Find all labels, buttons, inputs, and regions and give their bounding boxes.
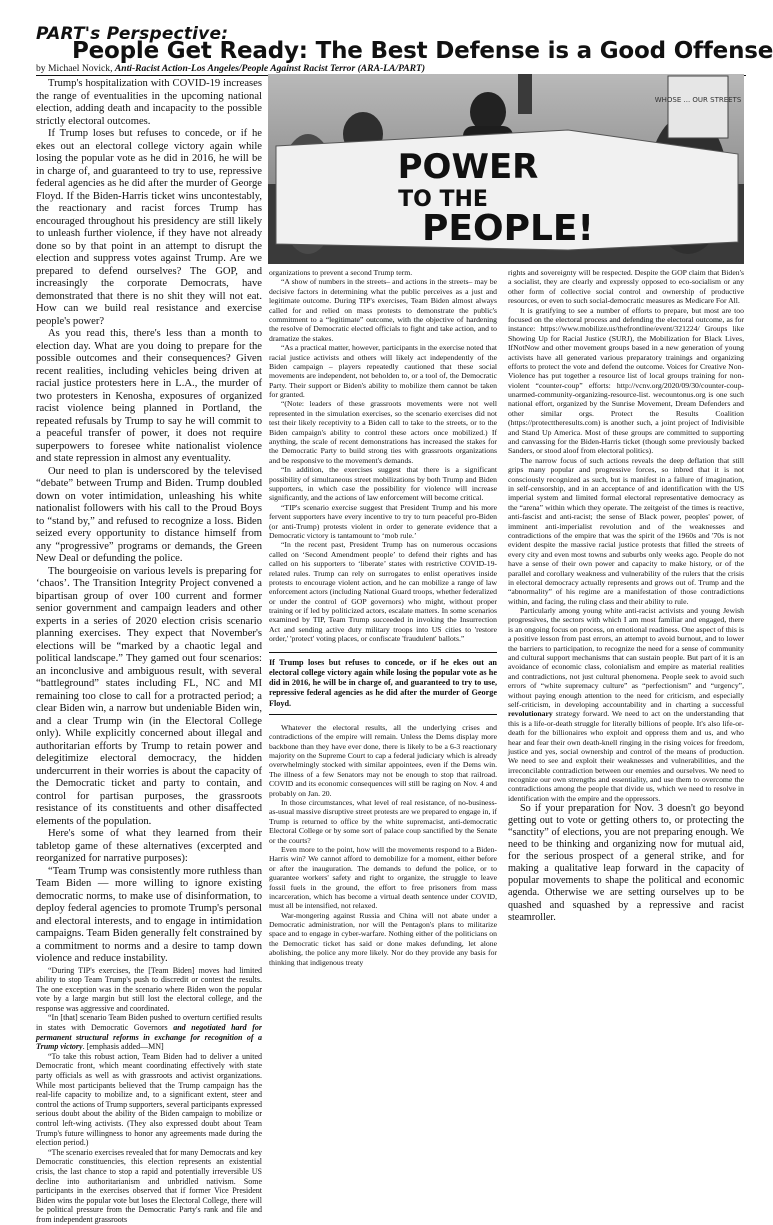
- paragraph: If Trump loses but refuses to concede, or if he ekes out an electoral college victory again while losing the popular vote as he did in 2016, he will be in charge of, and guaranteed to try to use, repressive federal agencies as he did after the murder of George Floyd. If the Biden-Harris ticket wins uncontestably, the reactionary and racist forces Trump has encouraged throughout his presidency are still likely to unleash further violence, if they have not already done so by that point in an attempt to disrupt the election and suppress votes against Trump. Are we prepared to defend ourselves? The GOP, and increasingly the corporate Democrats, have demonstrated that there is no shit they will not eat. How can we build real resistance and exercise people's power?: [36, 128, 262, 327]
- paragraph: It is gratifying to see a number of efforts to prepare, but most are too focused on the electoral process and defending the electoral outcome, as for instance: https://www.mobilize.us/thefrontline/event/321224/ Groups like Showing Up for Racial Justice (SURJ), the Mobilization for Black Lives, IfNotNow and other movement groups based in a new generation of young activists have all generated various preparatory trainings and organizing efforts to protect the vote and defend the outcome. Voices for Creative Non-Violence has put together a resource list of local groups training for non-violent “counter-coup” efforts: http://vcnv.org/2020/09/30/counter-coup-unarmed-community-organizing-resource-list. wecountonus.org is one such national effort, organized by the Sunrise Movement, Dream Defenders and other similar orgs. Protect the Results Coalition (https://protecttheresults.com) is another such, a joint project of Indivisible and Stand Up America. Most of these groups are committed to supporting and canvassing for the Biden-Harris ticket (though some previously backed Sanders, or stood aloof from electoral politics).: [508, 305, 744, 456]
- paragraph: “Team Trump was consistently more ruthless than Team Biden — more willing to ignore existing democratic norms, to make use of disinformation, to deploy federal agencies to promote Trump's personal and electoral interests, and to engage in intimidation campaigns. Team Biden generally felt constrained by a commitment to norms and a desire to tamp down violence and reduce instability.: [36, 865, 262, 964]
- article-column-2: [269, 268, 497, 1016]
- paragraph: Here's some of what they learned from their tabletop game of these alternatives (excerpted and reorganized for narrative purposes):: [36, 828, 262, 864]
- paragraph: Our need to plan is underscored by the televised “debate” between Trump and Biden. Trump doubled down on voter intimidation, unleashing his white nationalist followers with his call to the Proud Boys to “stand by,” and refused to recognize a loss. Biden seized every opportunity to distance himself from any “progressive” programs or demands, the Green New Deal or defunding the police.: [36, 465, 262, 564]
- paragraph: “TIP's scenario exercise suggest that President Trump and his more fervent supporters have every incentive to try to turn peaceful pro-Biden (or anti-Trump) protests violent in order to generate evidence that a Democratic victory is tantamount to ‘mob rule.’: [269, 502, 497, 540]
- paragraph: organizations to prevent a second Trump term.: [269, 268, 413, 277]
- protest-photo-art: [268, 74, 744, 264]
- paragraph: “As a practical matter, however, participants in the exercise noted that racial justice activists and others will likely act independently of the Biden campaign – players repeatedly cautioned that these social movements are independent, not beholden to, or a tool of, the Democratic Party. Their support or Biden's ability to mobilize them cannot be taken for granted.: [269, 343, 497, 400]
- paragraph: As you read this, there's less than a month to election day. What are you doing to prepare for the possible outcomes and their consequences? Given recent realities, including vehicles being driven at racial justice protesters here in L.A., the murder of two protesters in Kenosha, exposures of organized racist violence being planned in Portland, the repeated refusals by Trump to say he will commit to a peaceful transfer of power, it does not require superpowers to foresee white nationalist violence and state repression in almost any eventuality.: [36, 328, 262, 464]
- paragraph: The narrow focus of such actions reveals the deep deflation that still grips many popular and progressive forces, so inbred that it is not consciously recognized as such, but is manifest in a failure of imagination, in self-censorship, and in an acceptance of and identification with the US imperial system and limited formal electoral representative democracy as the “arena” within which they operate. The zeitgeist of the times is reactive, anti-fascist and anti-racist; the sense of Black power, peoples' power, of imminent anti-imperialist revolution and of the weaknesses and contradictions of the empire that was the spirit of the 1960s and '70s is not evident despite the massive racial justice protests that filled the streets of every city and even most towns and suburbs only weeks ago. People do not have a sense of their own power and capacity to make history, or of the parallel and corollary weakness and vulnerability of the rulers that the crisis in electoral democracy actually represents and grows out of. Trump and the “abnormality” of his regime are a manifestation of those contradictions within, and facing, the ruling class and their ability to rule.: [508, 455, 744, 606]
- paragraph: The bourgeoisie on various levels is preparing for ‘chaos’. The Transition Integrity Project convened a bipartisan group of over 100 current and former senior government and campaign leaders and other experts in a series of 2020 election crisis scenario planning exercises. They expect that November's elections will be “marked by a chaotic legal and political landscape.” They gamed out four scenarios: an inconclusive and ambiguous result, with several “battleground” states including FL, NC and MI remaining too close to call for a protracted period; a clear Biden win, a narrow but undeniable Biden win, and a clear Trump win (in the Electoral College only). While explicitly concerned about illegal and authoritarian efforts by Trump to retain power and delegitimize electoral democracy, the hidden undercurrent in their worries is about the capacity of the Democratic ticket and party to contain, and control for partisan purposes, the grassroots resistance of its constituents and other disaffected elements of the population.: [36, 565, 262, 827]
- closing-paragraph: So if your preparation for Nov. 3 doesn't go beyond getting out to vote or getting others to, or protecting the “sanctity” of elections, you are not preparing enough. We need to be thinking and organizing now for mutual aid, for the serious prospect of a general strike, and for making a qualitative leap forward in the capacity of popular movements to shape the political and economic agenda. Otherwise we are setting ourselves up to be quashed and squashed by a repressive and racist steamroller.: [508, 803, 744, 923]
- quote-paragraph: [36, 1013, 262, 1051]
- emphasized-text: and negotiated hard for permanent structural reforms in exchange for recognition of a Trump victory: [36, 1023, 262, 1052]
- quote-paragraph: “During TIP's exercises, the [Team Biden] moves had limited ability to stop Team Trump's push to discredit or contest the results. The one exception was in the scenario where Biden won the popular vote by a large margin but still lost the electoral college, and the response was aggressive and coordinated.: [36, 965, 262, 1013]
- banner-line-2: TO THE: [398, 187, 488, 212]
- quote-text: . [emphasis added—MN]: [82, 1042, 164, 1052]
- paragraph: In those circumstances, what level of real resistance, of no-business-as-usual massive disruptive street protests are we prepared to engage in, if Trump is returned to office by the white supremacist, anti-democratic Electoral College or by some sort of palace coup sanctified by the Senate or the courts?: [269, 798, 497, 845]
- paragraph: “In addition, the exercises suggest that there is a significant possibility of simultaneous street mobilizations by both Trump and Biden supporters, in which case the possibility for violence will increase significantly, and the actions of law enforcement will become critical.: [269, 465, 497, 503]
- quote-text: “In [that] scenario Team Biden pushed to overturn certified results in states with Democratic Governors: [36, 1013, 262, 1033]
- byline-prefix: by Michael Novick,: [36, 63, 115, 74]
- power-to-the-people-banner: [276, 130, 738, 250]
- bold-text: revolutionary: [508, 709, 553, 719]
- article-column-3: [508, 268, 744, 1016]
- paragraph: War-mongering against Russia and China will not abate under a Democratic administration, nor will the Pentagon's plans to militarize space and to engage in cyber-warfare. Nothing either of the politicians on the Democratic ticket has said or done makes defunding, let alone abolishing, the police any more likely. Nor do they provide any basis for thinking that indigenous treaty: [269, 910, 497, 967]
- byline: [36, 63, 425, 74]
- paragraph: “In the recent past, President Trump has on numerous occasions called on ‘Second Amendment people’ to defend their rights and has called on his supporters to ‘liberate’ states with restrictive COVID-19-related rules. Trump can rely on surrogates to enlist operatives inside protests to encourage violent action, and he can mobilize a range of law enforcement actors (including National Guard troops, whether federalized or under the control of GOP governors) who might, without proper training or if led by politicized actors, escalate matters. In some scenarios examined by TIP, Team Trump succeeded in invoking the Insurrection Act and sending active duty military troops into US cities to 'restore order,' 'protect' voting places, or confiscate 'fraudulent' ballots.”: [269, 540, 497, 644]
- paragraph: “(Note: leaders of these grassroots movements were not well represented in the simulation exercises, so the scenario exercises did not test their likely receptivity to a Biden call to take to the streets, or to the Biden campaign's ability to control these actors once mobilized.) If anything, the scale of recent demonstrations has increased the stakes for the Democratic Party to build strong ties with grassroots organizations and be responsive to the movement's demands.: [269, 399, 497, 465]
- section-kicker: PART's Perspective:: [36, 24, 229, 44]
- paragraph: Trump's hospitalization with COVID-19 increases the range of eventualities in the upcoming national election, adding death and incapacity to the possible strictly electoral outcomes.: [36, 78, 262, 127]
- paragraph: Whatever the electoral results, all the underlying crises and contradictions of the empire will remain. Unless the Dems display more backbone than they have ever done, there is likely to be a 6-3 reactionary majority on the Supreme Court to cap a federal judiciary which is already overwhelmingly stocked with similar appointees, even if the Dems win. The illness of a few Senators may not be enough to stop that railroad. COVID and its economic consequences will still be raging on Nov. 4 and probably on Jan. 20.: [269, 722, 497, 798]
- paragraph: rights and sovereignty will be respected. Despite the GOP claim that Biden's a socialist, they are clearly and expressly opposed to eco-socialism or any other form of collective social control and ownership of productive resources, or even to such social-democratic measures as Medicare For All.: [508, 268, 744, 306]
- paragraph: Even more to the point, how will the movements respond to a Biden-Harris win? We cannot afford to demobilize for a moment, either before or after the inauguration. The demands to defund the police, or to guarantee workers' safety and right to organize, the struggle to leave fossil fuels in the ground, the effort to free prisoners from mass incarceration, which has become a virtual death sentence under COVID, must all be intensified, not relaxed.: [269, 844, 497, 911]
- article-column-1: [36, 78, 262, 1224]
- byline-affiliation: Anti-Racist Action-Los Angeles/People Against Racist Terror (ARA-LA/PART): [114, 63, 426, 74]
- protest-photo: [268, 74, 744, 264]
- banner-line-3: PEOPLE!: [422, 208, 594, 249]
- article-headline: People Get Ready: The Best Defense is a Good Offense: [72, 38, 773, 64]
- paragraph: “A show of numbers in the streets– and actions in the streets– may be decisive factors in determining what the public perceives as a just and legitimate outcome. During TIP's exercises, Team Biden almost always called for and relied on mass protests to demonstrate the public's commitment to a “legitimate” outcome, with the objective of hardening the resolve of Democratic elected officials to fight and take action, and to dramatize the stakes.: [269, 277, 497, 343]
- sign-text: WHOSE ... OUR STREETS: [654, 96, 742, 104]
- quote-paragraph: “The scenario exercises revealed that for many Democrats and key Democratic constituencies, this election represents an existential crisis, the last chance to stop a rapid and potentially irreversible US decline into authoritarianism and unbridled nativism. Some participants in the exercises observed that if former Vice President Biden wins the popular vote but loses the Electoral College, there will be political pressure from the Democratic Party's rank and file and from independent grassroots: [36, 1147, 262, 1224]
- paragraph-text: Particularly among young white anti-racist activists and young Jewish progressives, the sectors with which I am most familiar and engaged, there is an ongoing focus on process, on emotional readiness. One aspect of this is a positive lesson from past errors, an attempt to avoid burnout, and to lower the barriers to participation, to recognize the need for a sense of community and cultural support mechanisms that can sustain people. But part of it is an avoidance of economic class, colonialism and empire as material realities and contradictions, not just cultural phenomena. People seek to avoid such errors of “white supremacy culture” as “perfectionism” and “urgency”, without paying enough attention to the need for criticism, and especially self-criticism, in developing accountability and in charting a successful: [508, 606, 744, 709]
- paragraph: [508, 606, 744, 803]
- paragraph-text: strategy forward. We need to act on the understanding that this is a life-or-death struggle for literally billions of people. It's also life-or-death for the billionaires who exploit and oppress them and us, and who hear and fear their own death-knell ringing in the rising voices for freedom, justice and yes, social ownership and control of the means of production. We need to see and exploit their weaknesses and vulnerabilities, and the irreconcilable contradiction between our enemies and ourselves. We need to recognize our own strengths and essentiality, and use them to overcome the contradictions among the people that divide us, which we need to resolve in identification with the empire and the oppressors.: [508, 709, 744, 803]
- quote-paragraph: “To take this robust action, Team Biden had to deliver a united Democratic front, which meant coordinating effectively with state party officials as well as with grassroots and activist organizations. While most participants believed that the Trump campaign has the real-life capacity to mobilize and, to a significant extent, steer and control the actions of Trump supporters, several participants expressed serious doubt about the ability of the Biden campaign to mobilize or control left-wing activists. (They also expressed doubt about Team Trump's future willingness to honor any agreements made during the election period.): [36, 1051, 262, 1148]
- pull-quote: If Trump loses but refuses to concede, or if he ekes out an electoral college victory again while losing the popular vote as he did in 2016, he will be in charge of, and guaranteed to try to use, repressive federal agencies as he did after the murder of George Floyd.: [269, 652, 497, 715]
- banner-line-1: POWER: [397, 147, 539, 187]
